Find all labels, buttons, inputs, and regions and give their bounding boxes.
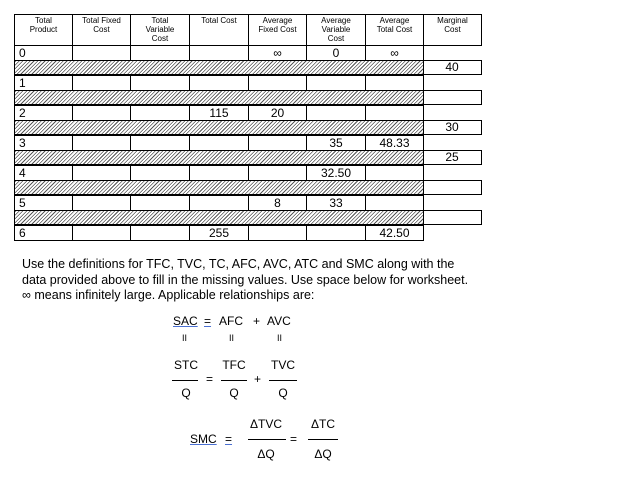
tc-value: 255 bbox=[208, 226, 230, 240]
table-cell-afc-6 bbox=[248, 225, 307, 241]
table-cell-tvc-6 bbox=[130, 225, 190, 241]
marginal-cost-value: 40 bbox=[445, 60, 459, 74]
table-cell-atc-2 bbox=[365, 105, 424, 121]
marginal-cost-value: 30 bbox=[445, 120, 459, 134]
instructions-line-3: ∞ means infinitely large. Applicable relationships are: bbox=[22, 288, 315, 302]
avc-value: 33 bbox=[329, 196, 343, 210]
hatched-separator-row bbox=[14, 180, 424, 195]
header-average-total-cost: Average Total Cost bbox=[376, 16, 413, 34]
afc-value: ∞ bbox=[273, 46, 282, 60]
table-cell-avc-1 bbox=[306, 75, 366, 91]
quantity-value: 1 bbox=[19, 76, 26, 90]
quantity-value: 6 bbox=[19, 226, 26, 240]
instructions-line-2: data provided above to fill in the missing values. Use space below for worksheet. bbox=[22, 272, 469, 287]
parallel-mark-2: II bbox=[229, 333, 235, 343]
header-average-variable-cost: Average Variable Cost bbox=[321, 16, 351, 43]
tfc-denominator: Q bbox=[229, 386, 239, 400]
header-total-product: Total Product bbox=[29, 16, 58, 34]
table-cell-atc-5 bbox=[365, 195, 424, 211]
table-cell-tfc-6 bbox=[72, 225, 131, 241]
table-cell-tfc-3 bbox=[72, 135, 131, 151]
afc-value: 20 bbox=[270, 106, 285, 120]
quantity-value: 5 bbox=[19, 196, 26, 210]
table-cell-tvc-3 bbox=[130, 135, 190, 151]
quantity-value: 0 bbox=[19, 46, 26, 60]
stc-plus: + bbox=[254, 372, 262, 386]
marginal-cost-cell-5 bbox=[423, 210, 482, 225]
hatched-separator-row bbox=[14, 210, 424, 225]
stc-equals: = bbox=[206, 372, 214, 386]
avc-value: 0 bbox=[332, 46, 340, 60]
quantity-value: 4 bbox=[19, 166, 26, 180]
avc-value: 32.50 bbox=[320, 166, 352, 180]
afc-value: 8 bbox=[274, 196, 281, 210]
smc-equals-2: = bbox=[290, 432, 298, 446]
table-cell-tvc-4 bbox=[130, 165, 190, 181]
delta-tvc-numerator: ΔTVC bbox=[249, 417, 282, 431]
tfc-fraction-bar bbox=[221, 380, 247, 381]
table-cell-tvc-5 bbox=[130, 195, 190, 211]
afc-label: AFC bbox=[219, 314, 243, 328]
marginal-cost-value: 25 bbox=[445, 150, 459, 164]
table-cell-afc-1 bbox=[248, 75, 307, 91]
table-cell-avc-2 bbox=[306, 105, 366, 121]
header-total-cost: Total Cost bbox=[201, 16, 237, 25]
delta-tc-numerator: ΔTC bbox=[310, 417, 335, 431]
table-cell-tvc-1 bbox=[130, 75, 190, 91]
header-total-variable-cost: Total Variable Cost bbox=[145, 16, 175, 43]
table-cell-tfc-0 bbox=[72, 45, 131, 61]
hatched-separator-row bbox=[14, 150, 424, 165]
table-cell-atc-1 bbox=[365, 75, 424, 91]
sac-equals: = bbox=[204, 314, 212, 328]
header-average-fixed-cost: Average Fixed Cost bbox=[258, 16, 297, 34]
delta-q-denominator-2: ΔQ bbox=[314, 447, 332, 461]
quantity-value: 2 bbox=[19, 106, 26, 120]
delta-tc-fraction-bar bbox=[308, 439, 338, 440]
table-cell-tc-1 bbox=[189, 75, 249, 91]
sac-label: SAC bbox=[173, 314, 198, 328]
table-cell-tfc-1 bbox=[72, 75, 131, 91]
avc-value: 35 bbox=[329, 136, 343, 150]
avc-label: AVC bbox=[267, 314, 291, 328]
instructions-line-1: Use the definitions for TFC, TVC, TC, AFC, AVC, ATC and SMC along with the bbox=[22, 257, 455, 271]
tvc-fraction-bar bbox=[269, 380, 297, 381]
atc-value: ∞ bbox=[390, 46, 399, 60]
tvc-denominator: Q bbox=[278, 386, 288, 400]
table-cell-afc-4 bbox=[248, 165, 307, 181]
parallel-mark-1: II bbox=[182, 333, 188, 343]
hatched-separator-row bbox=[14, 60, 424, 75]
tc-value: 115 bbox=[209, 106, 229, 120]
atc-value: 42.50 bbox=[379, 226, 410, 240]
table-cell-afc-3 bbox=[248, 135, 307, 151]
table-cell-avc-6 bbox=[306, 225, 366, 241]
parallel-mark-3: II bbox=[277, 333, 283, 343]
table-cell-tc-3 bbox=[189, 135, 249, 151]
header-marginal-cost: Marginal Cost bbox=[437, 16, 468, 34]
table-cell-tfc-4 bbox=[72, 165, 131, 181]
marginal-cost-cell-4 bbox=[423, 180, 482, 195]
tfc-numerator: TFC bbox=[222, 358, 246, 372]
delta-tvc-fraction-bar bbox=[248, 439, 286, 440]
stc-denominator: Q bbox=[181, 386, 191, 400]
table-cell-tc-0 bbox=[189, 45, 249, 61]
table-cell-tvc-0 bbox=[130, 45, 190, 61]
instructions bbox=[22, 257, 622, 304]
table-cell-tc-5 bbox=[189, 195, 249, 211]
sac-plus: + bbox=[253, 314, 261, 328]
stc-fraction-bar bbox=[172, 380, 198, 381]
atc-value: 48.33 bbox=[379, 136, 410, 150]
hatched-separator-row bbox=[14, 120, 424, 135]
table-cell-tfc-2 bbox=[72, 105, 131, 121]
table-cell-atc-4 bbox=[365, 165, 424, 181]
table-cell-tfc-5 bbox=[72, 195, 131, 211]
delta-q-denominator-1: ΔQ bbox=[257, 447, 275, 461]
table-cell-tvc-2 bbox=[130, 105, 190, 121]
header-total-fixed-cost: Total Fixed Cost bbox=[82, 16, 121, 34]
hatched-separator-row bbox=[14, 90, 424, 105]
smc-equals: = bbox=[225, 432, 233, 446]
quantity-value: 3 bbox=[19, 136, 26, 150]
marginal-cost-cell-1 bbox=[423, 90, 482, 105]
tvc-numerator: TVC bbox=[271, 358, 295, 372]
table-cell-tc-4 bbox=[189, 165, 249, 181]
stc-numerator: STC bbox=[174, 358, 198, 372]
smc-label: SMC bbox=[190, 432, 217, 446]
